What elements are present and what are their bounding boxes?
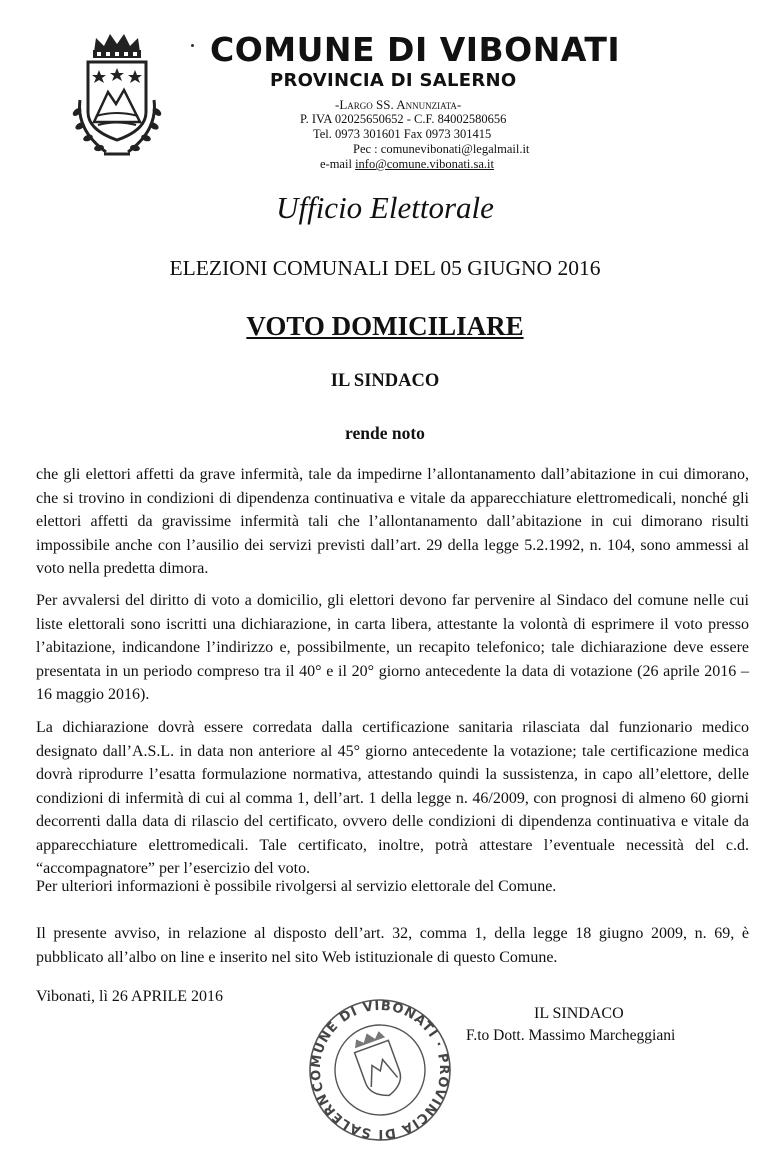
signature-title: IL SINDACO — [534, 1005, 624, 1022]
signature-name: F.to Dott. Massimo Marcheggiani — [466, 1027, 676, 1044]
email-line — [320, 157, 494, 172]
tax-id-line: P. IVA 02025650652 - C.F. 84002580656 — [300, 112, 507, 126]
place-date: Vibonati, lì 26 APRILE 2016 — [36, 988, 224, 1005]
mayor-heading: IL SINDACO — [330, 371, 440, 391]
phone-fax-line: Tel. 0973 301601 Fax 0973 301415 — [313, 127, 492, 141]
address-line: -Largo SS. Annunziata- — [335, 97, 462, 112]
municipality-name: COMUNE DI VIBONATI — [210, 30, 621, 69]
announcement-phrase: rende noto — [345, 423, 425, 443]
document-heading: VOTO DOMICILIARE — [246, 311, 524, 341]
province-name: PROVINCIA DI SALERNO — [270, 70, 517, 91]
official-stamp — [300, 995, 460, 1145]
email-link[interactable]: info@comune.vibonati.sa.it — [355, 157, 494, 171]
municipal-crest-icon — [66, 30, 168, 165]
body-paragraph: che gli elettori affetti da grave infermità, tale da impedirne l’allontanamento dall’abitazione in cui dimorano, che si trovino in condizioni di dipendenza continuativa e vitale da apparecchiature elettromedicali, nonché gli elettori affetti da gravissime infermità tali che l’allontanamento dall’abitazione in cui dimorano risulti impossibile anche con l’ausilio dei servizi previsti dall’art. 29 della legge 5.2.1992, n. 104, sono ammessi al voto nella predetta dimora. — [36, 466, 749, 577]
body-paragraph: Per avvalersi del diritto di voto a domicilio, gli elettori devono far pervenire al Sindaco del comune nelle cui liste elettorali sono iscritti una dichiarazione, in carta libera, attestante la volontà di esprimere il voto presso l’abitazione, indicandone l’indirizzo e, possibilmente, un recapito telefonico; tale dichiarazione deve essere presentata in un periodo compreso tra il 40° e il 20° giorno antecedente la data di votazione (26 aprile 2016 – 16 maggio 2016). — [36, 592, 749, 703]
body-paragraph: Il presente avviso, in relazione al disposto dell’art. 32, comma 1, della legge 18 giugno 2009, n. 69, è pubblicato all’albo on line e inserito nel sito Web istituzionale di questo Comune. — [36, 925, 749, 966]
pec-line: Pec : comunevibonati@legalmail.it — [353, 142, 530, 156]
stamp-text: COMUNE DI VIBONATI · PROVINCIA DI SALERNO — [308, 998, 452, 1142]
body-paragraph: La dichiarazione dovrà essere corredata dalla certificazione sanitaria rilasciata dal funzionario medico designato dall’A.S.L. in data non anteriore al 45° giorno antecedente la votazione; tale certificazione medica dovrà riprodurre l’esatta formulazione normativa, attestando quindi la sussistenza, in capo all’elettore, delle condizioni di infermità di cui al comma 1, dell’art. 1 della legge n. 46/2009, con prognosi di almeno 60 giorni decorrenti dalla data di rilascio del certificato, ovvero delle condizioni di dipendenza continuativa e vitale da apparecchiature elettromedicali. Tale certificato, inoltre, potrà attestare l’eventuale necessità del c.d. “accompagnatore” per l’esercizio del voto. — [36, 719, 749, 877]
scan-speck — [191, 44, 194, 47]
body-paragraph: Per ulteriori informazioni è possibile rivolgersi al servizio elettorale del Comune. — [36, 878, 557, 895]
office-title: Ufficio Elettorale — [276, 190, 494, 225]
email-label: e-mail — [320, 157, 356, 171]
elections-heading: ELEZIONI COMUNALI DEL 05 GIUGNO 2016 — [169, 256, 601, 280]
